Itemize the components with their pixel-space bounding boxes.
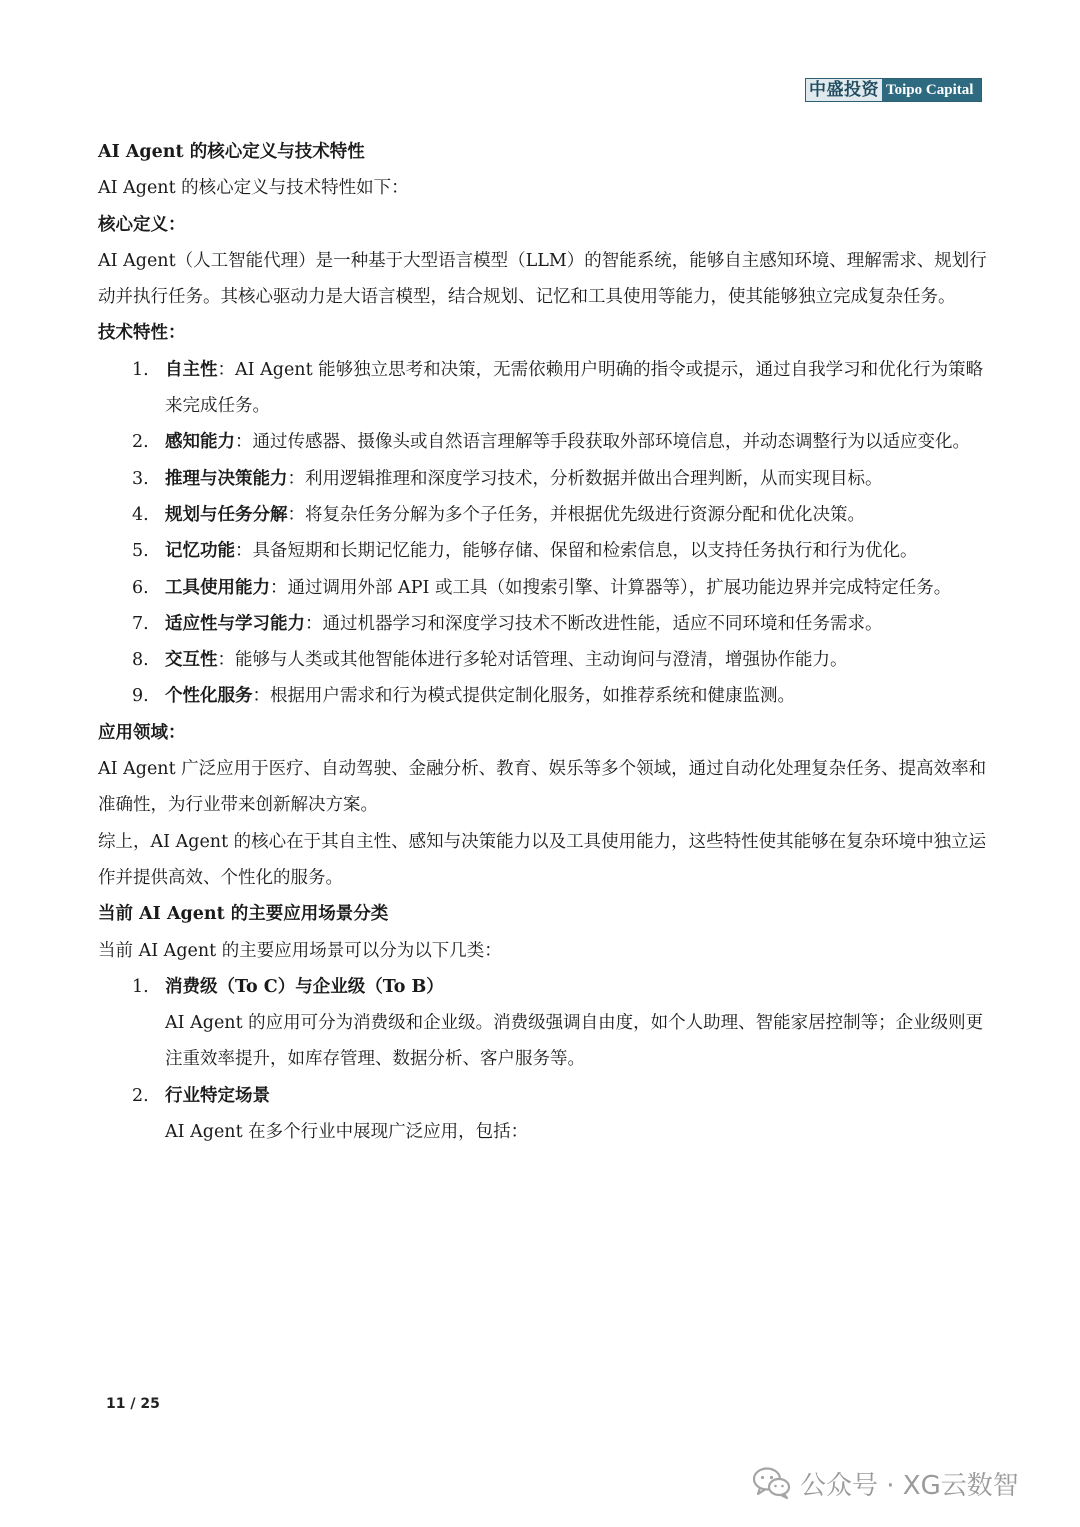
list-number: 1. <box>132 359 149 380</box>
list-label: 适应性与学习能力 <box>165 613 305 634</box>
summary-text: 综上，AI Agent 的核心在于其自主性、感知与决策能力以及工具使用能力，这些特性使其能够在复杂环境中独立运作并提供高效、个性化的服务。 <box>98 831 987 888</box>
list-number: 9. <box>132 686 149 707</box>
list-number: 5. <box>132 541 149 562</box>
list-text: ：通过机器学习和深度学习技术不断改进性能，适应不同环境和任务需求。 <box>305 613 883 634</box>
application-heading: 应用领域： <box>98 722 186 743</box>
list-text: ：AI Agent 能够独立思考和决策，无需依赖用户明确的指令或提示，通过自我学习和优化行为策略来完成任务。 <box>165 359 984 417</box>
list-item <box>98 1078 988 1114</box>
list-label: 工具使用能力 <box>165 577 270 598</box>
list-item <box>98 678 988 714</box>
logo-en-text: Toipo Capital <box>882 79 981 101</box>
application-text: AI Agent 广泛应用于医疗、自动驾驶、金融分析、教育、娱乐等多个领域，通过自动化处理复杂任务、提高效率和准确性，为行业带来创新解决方案。 <box>98 759 987 816</box>
core-definition-text: AI Agent（人工智能代理）是一种基于大型语言模型（LLM）的智能系统，能够自主感知环境、理解需求、规划行动并执行任务。其核心驱动力是大语言模型，结合规划、记忆和工具使用等能力，使其能够独立完成复杂任务。 <box>98 250 987 308</box>
list-number: 2. <box>132 1085 149 1106</box>
list-number: 3. <box>132 468 149 489</box>
logo-cn-text: 中盛投资 <box>806 79 882 101</box>
scenario-text: AI Agent 在多个行业中展现广泛应用，包括： <box>165 1122 529 1143</box>
list-text: ：根据用户需求和行为模式提供定制化服务，如推荐系统和健康监测。 <box>252 686 795 707</box>
wechat-icon <box>752 1466 792 1500</box>
scenarios-intro: 当前 AI Agent 的主要应用场景可以分为以下几类： <box>98 940 502 961</box>
scenarios-list-cont <box>98 1078 988 1114</box>
list-label: 行业特定场景 <box>165 1085 270 1106</box>
list-label: 消费级（To C）与企业级（To B） <box>165 976 444 997</box>
list-number: 2. <box>132 432 149 453</box>
list-label: 感知能力 <box>165 432 235 453</box>
list-text: ：利用逻辑推理和深度学习技术，分析数据并做出合理判断，从而实现目标。 <box>287 468 883 489</box>
list-text: ：通过调用外部 API 或工具（如搜索引擎、计算器等），扩展功能边界并完成特定任务。 <box>270 577 952 598</box>
list-item <box>98 352 988 425</box>
core-definition-heading: 核心定义： <box>98 214 186 235</box>
list-text: ：具备短期和长期记忆能力，能够存储、保留和检索信息，以支持任务执行和行为优化。 <box>235 541 918 562</box>
list-number: 7. <box>132 613 149 634</box>
watermark <box>752 1465 1019 1501</box>
list-label: 个性化服务 <box>165 686 253 707</box>
list-text: ：能够与人类或其他智能体进行多轮对话管理、主动询问与澄清，增强协作能力。 <box>217 650 848 671</box>
company-logo <box>805 78 982 102</box>
list-item <box>98 533 988 569</box>
page-number: 11 / 25 <box>106 1396 160 1412</box>
scenario-text: AI Agent 的应用可分为消费级和企业级。消费级强调自由度，如个人助理、智能家居控制等；企业级则更注重效率提升，如库存管理、数据分析、客户服务等。 <box>165 1013 984 1070</box>
tech-features-list <box>98 352 988 715</box>
list-item <box>98 969 988 1005</box>
list-number: 6. <box>132 577 149 598</box>
list-label: 自主性 <box>165 359 218 380</box>
list-number: 4. <box>132 504 149 525</box>
watermark-text: 公众号 · XG云数智 <box>800 1470 1019 1501</box>
tech-features-heading: 技术特性： <box>98 323 186 344</box>
section-intro: AI Agent 的核心定义与技术特性如下： <box>98 178 409 199</box>
list-item <box>98 424 988 460</box>
section-heading-scenarios: 当前 AI Agent 的主要应用场景分类 <box>98 904 389 925</box>
list-item <box>98 606 988 642</box>
list-number: 8. <box>132 650 149 671</box>
section-heading-definition: AI Agent 的核心定义与技术特性 <box>98 142 365 162</box>
list-label: 记忆功能 <box>165 541 235 562</box>
list-item <box>98 642 988 678</box>
list-item <box>98 461 988 497</box>
list-label: 推理与决策能力 <box>165 468 288 489</box>
list-label: 规划与任务分解 <box>165 504 288 525</box>
list-item <box>98 570 988 606</box>
list-text: ：通过传感器、摄像头或自然语言理解等手段获取外部环境信息，并动态调整行为以适应变化。 <box>235 432 970 453</box>
scenarios-list <box>98 969 988 1005</box>
list-label: 交互性 <box>165 650 218 671</box>
list-number: 1. <box>132 976 149 997</box>
list-item <box>98 497 988 533</box>
list-text: ：将复杂任务分解为多个子任务，并根据优先级进行资源分配和优化决策。 <box>287 504 865 525</box>
document-body <box>98 134 988 1150</box>
